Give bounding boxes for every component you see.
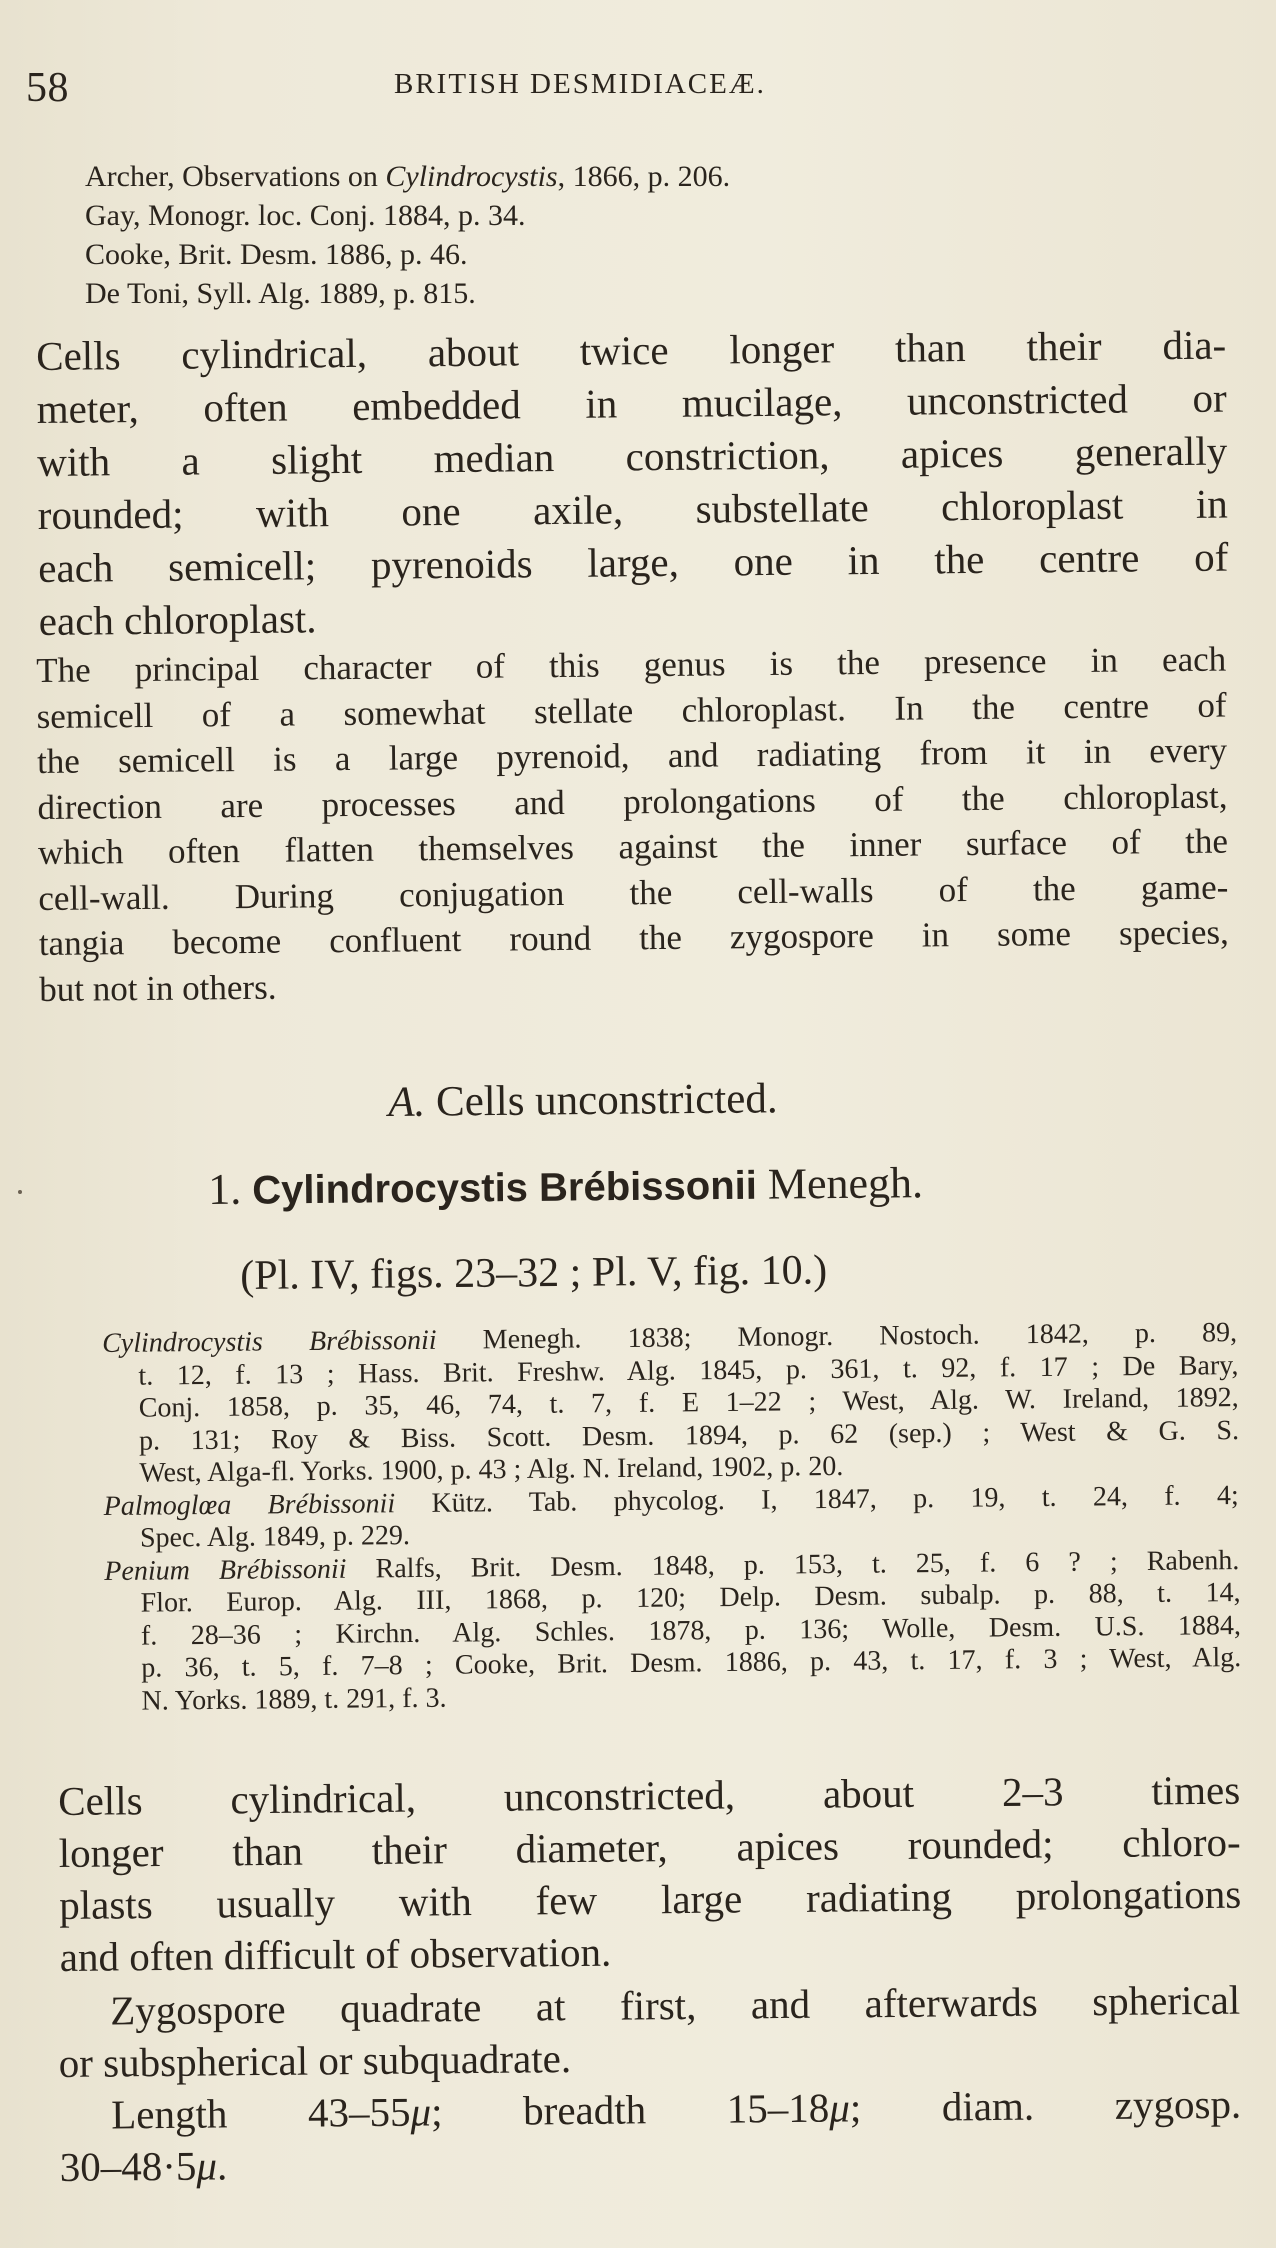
species-number: 1. xyxy=(208,1164,242,1214)
micron-unit: μ xyxy=(410,2088,432,2135)
synonym-continuation: p. 131; Roy & Biss. Scott. Desm. 1894, p. 62 (sep.) ; West & G. S. xyxy=(138,1414,1240,1457)
genus-notes-line: direction are processes and prolongations of the chloroplast, xyxy=(37,776,1228,827)
zygospore-line: Zygospore quadrate at first, and afterwards spherical xyxy=(110,1976,1241,2034)
genus-notes-line: tangia become confluent round the zygospore in some species, xyxy=(38,912,1229,963)
section-letter: A. xyxy=(388,1078,426,1126)
synonymy xyxy=(102,1317,1246,1718)
species-description-line: longer than their diameter, apices rounded; chloro- xyxy=(58,1818,1241,1876)
running-head: BRITISH DESMIDIACEÆ. xyxy=(394,68,766,100)
synonym-continuation: Flor. Europ. Alg. III, 1868, p. 120; Delp. Desm. subalp. p. 88, t. 14, xyxy=(140,1577,1241,1619)
measurement-length: Length 43–55 xyxy=(111,2088,411,2138)
genus-notes-line: cell-wall. During conjugation the cell-walls of the game- xyxy=(38,867,1229,918)
measurement-zygospore-label: ; diam. zygosp. xyxy=(849,2080,1242,2131)
genus-description-line: with a slight median constriction, apices generally xyxy=(37,427,1228,485)
species-description-line: Cells cylindrical, unconstricted, about 2–3 times xyxy=(58,1766,1241,1824)
reference-de-toni: De Toni, Syll. Alg. 1889, p. 815. xyxy=(85,277,476,310)
measurement-zygospore-diameter: 30–48·5 xyxy=(59,2142,197,2190)
genus-notes-line: The principal character of this genus is the presence in each xyxy=(36,639,1227,690)
species-description-line: plasts usually with few large radiating prolongations xyxy=(59,1870,1242,1928)
synonym-citation: Kütz. Tab. phycolog. I, 1847, p. 19, t. 24, f. 4; xyxy=(431,1479,1239,1519)
page-header xyxy=(26,50,1226,120)
section-title: Cells unconstricted. xyxy=(435,1075,778,1126)
genus-notes-line: the semicell is a large pyrenoid, and radiating from it in every xyxy=(36,730,1228,781)
synonym-citation: Ralfs, Brit. Desm. 1848, p. 153, t. 25, f. 6 ? ; Rabenh. xyxy=(375,1544,1240,1584)
genus-notes-line: semicell of a somewhat stellate chloroplast. In the centre of xyxy=(36,685,1227,736)
synonym-entry xyxy=(104,1480,1245,1556)
synonym-continuation: t. 12, f. 13 ; Hass. Brit. Freshw. Alg. 1845, p. 361, t. 92, f. 17 ; De Bary, xyxy=(138,1349,1239,1392)
species-name: Cylindrocystis Brébissonii xyxy=(252,1163,758,1213)
zygospore-and-measurements xyxy=(58,1974,1242,2193)
paper-speck xyxy=(18,1190,22,1194)
measurement-breadth: ; breadth 15–18 xyxy=(430,2084,830,2135)
reference-gay: Gay, Monogr. loc. Conj. 1884, p. 34. xyxy=(85,199,526,232)
micron-unit: μ xyxy=(829,2084,851,2131)
synonym-citation: Menegh. 1838; Monogr. Nostoch. 1842, p. 89, xyxy=(482,1317,1238,1356)
genus-description-line: each semicell; pyrenoids large, one in the centre of xyxy=(38,533,1229,591)
section-heading xyxy=(388,1068,1089,1131)
zygospore-line: or subspherical or subquadrate. xyxy=(58,2035,572,2086)
genus-description-line: each chloroplast. xyxy=(38,595,317,644)
synonym-continuation: f. 28–36 ; Kirchn. Alg. Schles. 1878, p. 136; Wolle, Desm. U.S. 1884, xyxy=(140,1609,1242,1652)
synonym-entry xyxy=(102,1317,1244,1490)
measurement-end: . xyxy=(216,2142,228,2189)
genus-notes xyxy=(36,637,1229,1012)
genus-description-line: rounded; with one axile, substellate chloroplast in xyxy=(37,480,1228,538)
species-description xyxy=(58,1764,1242,1983)
genus-references xyxy=(85,157,1085,313)
genus-notes-line: but not in others. xyxy=(39,967,277,1009)
reference-archer-genus: Cylindrocystis xyxy=(385,160,558,193)
synonym-name: Penium Brébissonii xyxy=(104,1553,347,1587)
genus-notes-line: which often flatten themselves against the inner surface of the xyxy=(37,821,1229,872)
synonym-name: Palmoglœa Brébissonii xyxy=(103,1487,396,1522)
species-description-line: and often difficult of observation. xyxy=(59,1928,612,1980)
synonym-name: Cylindrocystis Brébissonii xyxy=(102,1324,437,1359)
synonym-continuation: N. Yorks. 1889, t. 291, f. 3. xyxy=(141,1682,447,1717)
species-plates: (Pl. IV, figs. 23–32 ; Pl. V, fig. 10.) xyxy=(240,1247,828,1299)
micron-unit: μ xyxy=(196,2142,218,2189)
synonym-continuation: Spec. Alg. 1849, p. 229. xyxy=(139,1520,411,1554)
synonym-continuation: West, Alga-fl. Yorks. 1900, p. 43 ; Alg. N. Ireland, 1902, p. 20. xyxy=(139,1450,844,1489)
genus-description xyxy=(36,319,1229,648)
species-author: Menegh. xyxy=(767,1158,924,1209)
reference-archer: Archer, Observations on Cylindrocystis, 1866, p. 206. xyxy=(85,160,731,193)
genus-description-line: Cells cylindrical, about twice longer than their dia- xyxy=(36,321,1227,379)
reference-cooke: Cooke, Brit. Desm. 1886, p. 46. xyxy=(85,238,468,271)
synonym-continuation: Conj. 1858, p. 35, 46, 74, t. 7, f. E 1–22 ; West, Alg. W. Ireland, 1892, xyxy=(138,1382,1239,1424)
genus-description-line: meter, often embedded in mucilage, unconstricted or xyxy=(36,374,1227,432)
synonym-continuation: p. 36, t. 5, f. 7–8 ; Cooke, Brit. Desm. 1886, p. 43, t. 17, f. 3 ; West, Alg. xyxy=(141,1642,1242,1684)
synonym-entry xyxy=(104,1545,1246,1718)
page-number: 58 xyxy=(26,65,69,111)
species-heading xyxy=(208,1151,1109,1221)
